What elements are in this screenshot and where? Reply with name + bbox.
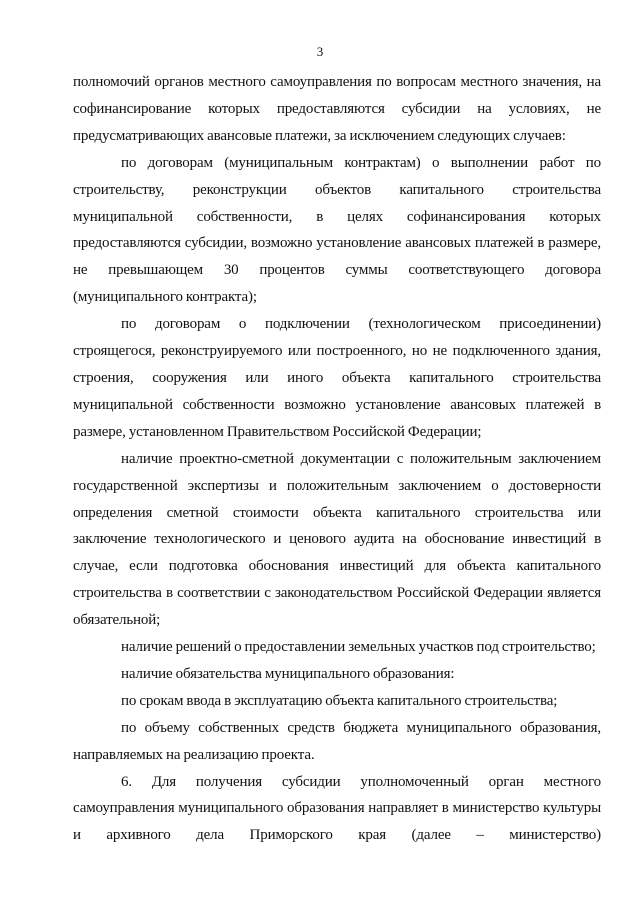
page-number: 3 — [316, 44, 324, 59]
paragraph-municipal-obligation: наличие обязательства муниципального образования: — [121, 665, 455, 682]
paragraph-continuation: полномочий органов местного самоуправления по вопросам местного значения, на софинансирование которых предоставляются субсидии на условиях, не предусматривающих авансовые платежи, за исключением следующих случаев: — [73, 74, 601, 144]
paragraph-construction-contracts: по договорам (муниципальным контрактам) о выполнении работ по строительству, реконструкции объектов капитального строительства муниципальной собственности, в целях софинансирования которых предоставляются субсидии, возможно установление авансовых платежей в размере, не превышающем 30 процентов суммы соответствующего договора (муниципального контракта); — [73, 154, 601, 306]
paragraph-design-documentation: наличие проектно-сметной документации с положительным заключением государственной экспертизы и положительным заключением о достоверности определения сметной стоимости объекта капитального строительства или заключение технологического и ценового аудита на обоснование инвестиций в случае, если подготовка обоснования инвестиций для объекта капитального строительства в соответствии с законодательством Российской Федерации является обязательной; — [73, 450, 601, 629]
document-body — [73, 69, 601, 849]
paragraph-land-plots: наличие решений о предоставлении земельных участков под строительство; — [121, 639, 596, 656]
paragraph-connection-contracts: по договорам о подключении (технологическом присоединении) строящегося, реконструируемого или построенного, но не подключенного здания, строения, сооружения или иного объекта капитального строительства муниципальной собственности возможно установление авансовых платежей в размере, установленном Правительством Российской Федерации; — [73, 316, 601, 440]
paragraph-item-6: 6. Для получения субсидии уполномоченный орган местного самоуправления муниципального образования направляет в министерство культуры и архивного дела Приморского края (далее – министерство) — [73, 773, 601, 844]
paragraph-commissioning-terms: по срокам ввода в эксплуатацию объекта капитального строительства; — [121, 692, 558, 709]
paragraph-own-funds: по объему собственных средств бюджета муниципального образования, направляемых на реализацию проекта. — [73, 719, 601, 763]
